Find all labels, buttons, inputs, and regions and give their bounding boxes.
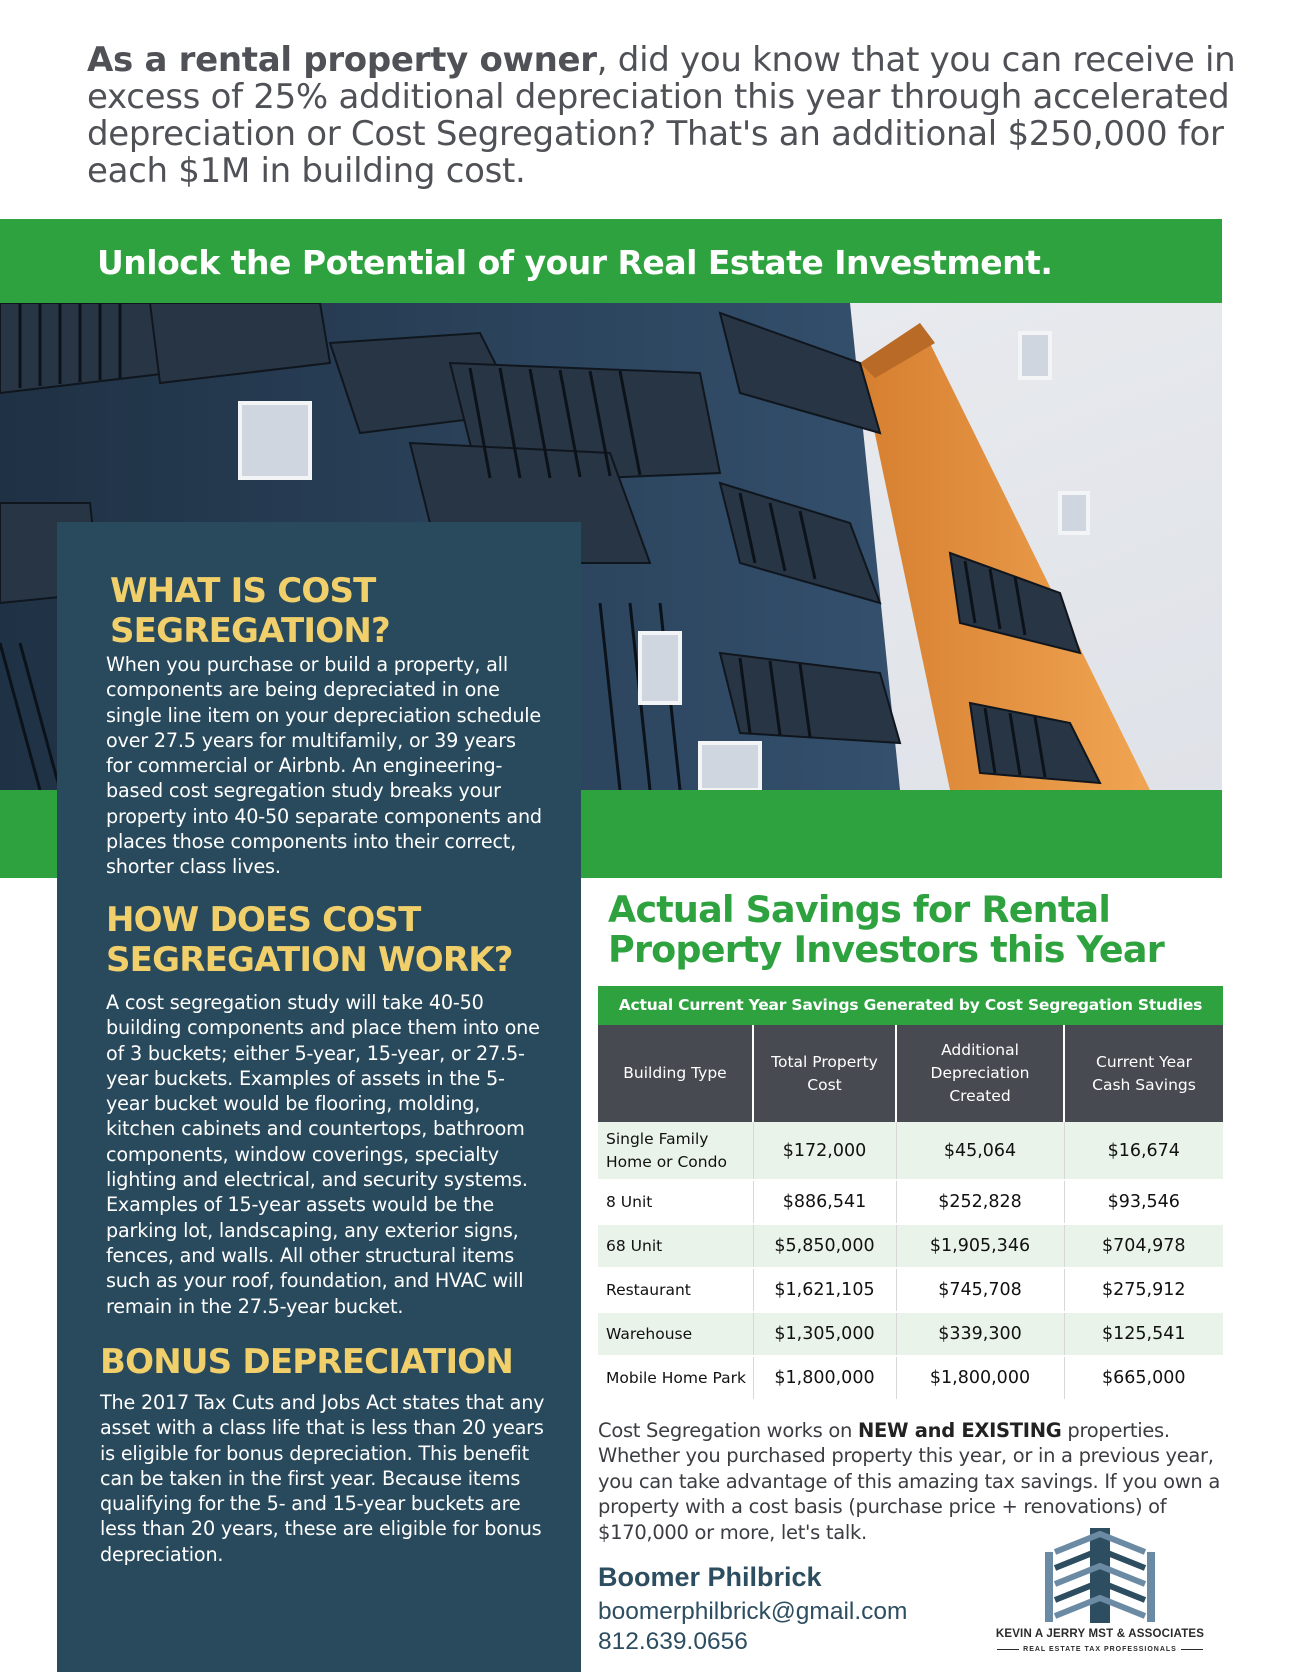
- cell-savings: $125,541: [1064, 1312, 1223, 1356]
- cell-savings: $16,674: [1064, 1122, 1223, 1180]
- cell-building-type: Mobile Home Park: [598, 1356, 753, 1400]
- intro-bold: As a rental property owner: [87, 40, 597, 80]
- info-panel: [57, 522, 581, 1672]
- cell-building-type: Single Family Home or Condo: [598, 1122, 753, 1180]
- cell-savings: $665,000: [1064, 1356, 1223, 1400]
- building-chevron-icon: [1045, 1528, 1155, 1623]
- cell-savings: $704,978: [1064, 1224, 1223, 1268]
- cell-depreciation: $45,064: [896, 1122, 1064, 1180]
- cell-total-cost: $886,541: [753, 1180, 896, 1224]
- closing-pre: Cost Segregation works on: [598, 1419, 859, 1442]
- table-row: [598, 1356, 1223, 1400]
- table-row: [598, 1312, 1223, 1356]
- how-heading: HOW DOES COST SEGREGATION WORK?: [106, 900, 513, 980]
- cell-savings: $93,546: [1064, 1180, 1223, 1224]
- table-row: [598, 1268, 1223, 1312]
- cell-depreciation: $339,300: [896, 1312, 1064, 1356]
- col-building-type: Building Type: [598, 1025, 753, 1122]
- table-row: [598, 1122, 1223, 1180]
- cell-depreciation: $745,708: [896, 1268, 1064, 1312]
- cell-total-cost: $1,621,105: [753, 1268, 896, 1312]
- cell-total-cost: $5,850,000: [753, 1224, 896, 1268]
- closing-post: properties. Whether you purchased property this year, or in a previous year, you can take advantage of this amazing tax savings. If you own a property with a cost basis (purchase price + renovations) of $170,000 or more, let's talk.: [598, 1419, 1220, 1544]
- closing-paragraph: [598, 1418, 1238, 1545]
- logo-tagline: REAL ESTATE TAX PROFESSIONALS: [990, 1646, 1210, 1653]
- intro-paragraph: [87, 42, 1237, 190]
- bonus-heading: BONUS DEPRECIATION: [100, 1342, 514, 1382]
- cell-savings: $275,912: [1064, 1268, 1223, 1312]
- cell-total-cost: $172,000: [753, 1122, 896, 1180]
- cell-depreciation: $252,828: [896, 1180, 1064, 1224]
- headline-banner: [0, 219, 1222, 303]
- col-additional-depreciation: Additional Depreciation Created: [896, 1025, 1064, 1122]
- savings-table: [598, 986, 1223, 1401]
- cell-building-type: Restaurant: [598, 1268, 753, 1312]
- contact-name: Boomer Philbrick: [598, 1562, 822, 1592]
- closing-bold: NEW and EXISTING: [858, 1419, 1062, 1442]
- cell-total-cost: $1,800,000: [753, 1356, 896, 1400]
- table-caption: Actual Current Year Savings Generated by Cost Segregation Studies: [598, 986, 1223, 1025]
- bonus-body: The 2017 Tax Cuts and Jobs Act states that any asset with a class life that is less than 20 years is eligible for bonus depreciation. This benefit can be taken in the first year. Because items qualifying for the 5- and 15-year buckets are less than 20 years, these are eligible for bonus depreciation.: [100, 1391, 545, 1566]
- col-cash-savings: Current Year Cash Savings: [1064, 1025, 1223, 1122]
- banner-title: Unlock the Potential of your Real Estate Investment.: [97, 243, 1053, 282]
- cell-total-cost: $1,305,000: [753, 1312, 896, 1356]
- logo-company-name: KEVIN A JERRY MST & ASSOCIATES: [995, 1628, 1205, 1640]
- col-total-cost: Total Property Cost: [753, 1025, 896, 1122]
- company-logo: [990, 1528, 1215, 1668]
- cell-depreciation: $1,800,000: [896, 1356, 1064, 1400]
- cell-building-type: 68 Unit: [598, 1224, 753, 1268]
- cell-depreciation: $1,905,346: [896, 1224, 1064, 1268]
- contact-email[interactable]: boomerphilbrick@gmail.com: [598, 1598, 908, 1625]
- cell-building-type: Warehouse: [598, 1312, 753, 1356]
- what-heading: WHAT IS COST SEGREGATION?: [110, 571, 390, 651]
- how-body: A cost segregation study will take 40-50 building components and place them into one of 3 buckets; either 5-year, 15-year, or 27.5-year buckets. Examples of assets in the 5-year bucket would be flooring, molding, kitchen cabinets and countertops, bathroom components, window coverings, specialty lighting and electrical, and security systems. Examples of 15-year assets would be the parking lot, landscaping, any exterior signs, fences, and walls. All other structural items such as your roof, foundation, and HVAC will remain in the 27.5-year bucket.: [106, 991, 540, 1318]
- savings-title: Actual Savings for Rental Property Investors this Year: [608, 888, 1164, 971]
- cell-building-type: 8 Unit: [598, 1180, 753, 1224]
- intro-rest: , did you know that you can receive in excess of 25% additional depreciation this year through accelerated depreciation or Cost Segregation? That's an additional $250,000 for each $1M in building cost.: [87, 40, 1236, 191]
- table-row: [598, 1180, 1223, 1224]
- what-body: When you purchase or build a property, all components are being depreciated in one single line item on your depreciation schedule over 27.5 years for multifamily, or 39 years for commercial or Airbnb. An engineering-based cost segregation study breaks your property into 40-50 separate components and places those components into their correct, shorter class lives.: [106, 653, 542, 879]
- table-row: [598, 1224, 1223, 1268]
- contact-phone[interactable]: 812.639.0656: [598, 1628, 748, 1655]
